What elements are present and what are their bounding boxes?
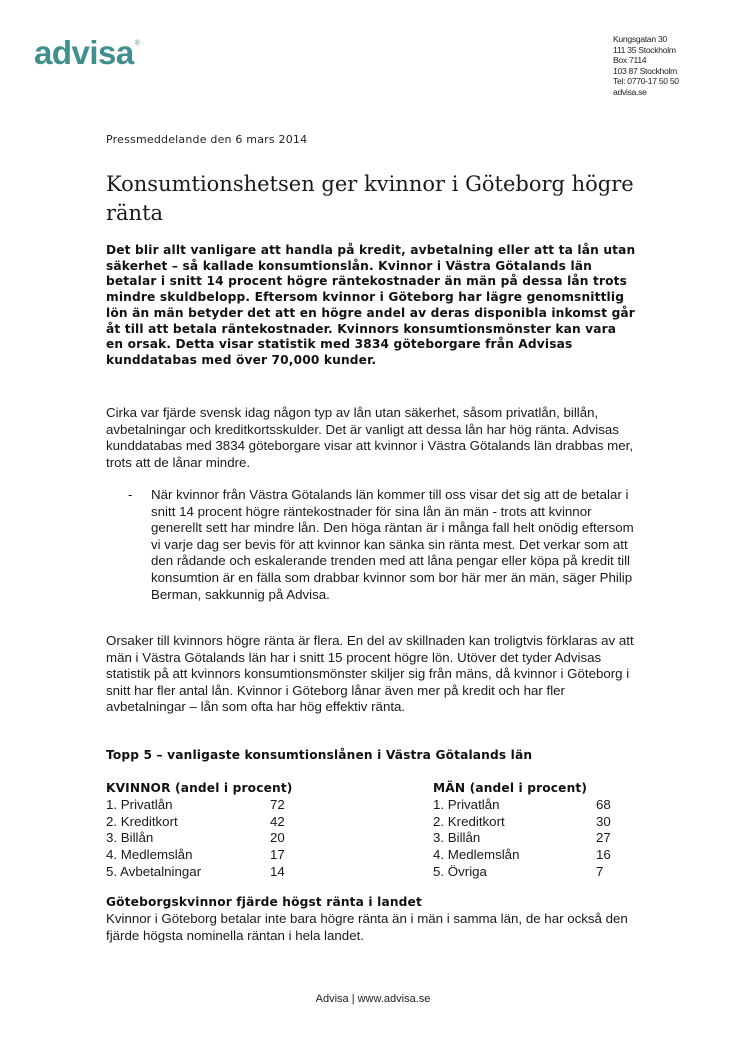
quote-paragraph: När kvinnor från Västra Götalands län kommer till oss visar det sig att de betalar i snitt 14 procent högre räntekostnader för sina lån än män - trots att kvinnor generellt sett har mindre lån. Den höga räntan är i många fall helt onödig eftersom vi varje dag ser bevis för att kvinnor kan sänka sin ränta mest. Det verkar som att den rådande och eskalerande trenden med att låna pengar eller köpa på kredit till konsumtion är en fälla som drabbar kvinnor som bor här mer än män, säger Philip Berman, sakkunnig på Advisa. xyxy=(151,487,634,602)
loan-percent: 20 xyxy=(270,830,285,846)
company-address xyxy=(613,34,679,98)
footer: Advisa | www.advisa.se xyxy=(315,993,431,1005)
address-line: Box 7114 xyxy=(613,55,647,66)
address-line: Kungsgatan 30 xyxy=(613,34,667,44)
list-item xyxy=(433,847,633,864)
loan-percent: 7 xyxy=(596,863,604,879)
list-item xyxy=(106,797,326,814)
loan-percent: 30 xyxy=(596,813,611,829)
loan-label: 1. Privatlån xyxy=(106,797,173,812)
loan-label: 4. Medlemslån xyxy=(106,847,193,863)
address-website: advisa.se xyxy=(613,86,647,97)
men-loan-list xyxy=(433,780,633,880)
loan-label: 3. Billån xyxy=(433,830,481,846)
body-paragraph-1: Cirka var fjärde svensk idag någon typ av lån utan säkerhet, såsom privatlån, billån, avbetalningar och kreditkortsskulder. Det är vanligt att dessa lån har hög ränta. Advisas kunddatabas med 3834 göteborgare visar att kvinnor i Västra Götalands län drabbas mer, trots att de lånar mindre. xyxy=(106,405,634,470)
section-heading: Göteborgskvinnor fjärde högst ränta i landet xyxy=(106,895,422,909)
list-item xyxy=(106,847,326,864)
list-item xyxy=(106,864,326,881)
loan-percent: 17 xyxy=(270,847,285,863)
address-line: 111 35 Stockholm xyxy=(613,44,676,55)
section-paragraph: Kvinnor i Göteborg betalar inte bara högre ränta än i män i samma län, de har också den fjärde högsta nominella räntan i hela landet. xyxy=(106,911,628,943)
loan-percent: 68 xyxy=(596,797,611,812)
address-phone: Tel: 0770-17 50 50 xyxy=(613,76,679,87)
list-item xyxy=(433,797,633,814)
loan-percent: 16 xyxy=(596,847,611,863)
loan-label: 5. Övriga xyxy=(433,863,487,879)
logo-registered-mark: ® xyxy=(134,40,140,47)
loan-percent: 27 xyxy=(596,830,611,846)
loan-label: 4. Medlemslån xyxy=(433,847,520,863)
loan-label: 3. Billån xyxy=(106,830,154,846)
loan-label: 2. Kreditkort xyxy=(106,813,178,829)
page-title: Konsumtionshetsen ger kvinnor i Göteborg högre ränta xyxy=(106,172,634,225)
quote-dash: - xyxy=(128,487,133,502)
loan-percent: 72 xyxy=(270,797,285,812)
press-release-date: Pressmeddelande den 6 mars 2014 xyxy=(106,133,308,146)
men-list-heading: MÄN (andel i procent) xyxy=(433,781,588,795)
address-line: 103 87 Stockholm xyxy=(613,65,677,76)
list-item xyxy=(433,830,633,847)
women-loan-list xyxy=(106,780,326,880)
loan-label: 5. Avbetalningar xyxy=(106,863,202,879)
list-item xyxy=(433,814,633,831)
list-item xyxy=(106,830,326,847)
list-item xyxy=(433,864,633,881)
loan-label: 2. Kreditkort xyxy=(433,813,505,829)
loan-percent: 14 xyxy=(270,863,285,879)
lead-paragraph: Det blir allt vanligare att handla på kredit, avbetalning eller att ta lån utan säkerhet – så kallade konsumtionslån. Kvinnor i Västra Götalands län betalar i snitt 14 procent högre räntekostnader än män på dessa lån trots mindre skuldbelopp. Eftersom kvinnor i Göteborg har lägre genomsnittlig lön än män betyder det att en högre andel av deras disponibla inkomst går åt till att betala räntekostnader. Kvinnors konsumtionsmönster kan vara en orsak. Detta visar statistik med 3834 göteborgare från Advisas kunddatabas med över 70,000 kunder. xyxy=(106,243,636,367)
advisa-logo xyxy=(34,36,139,69)
loan-label: 1. Privatlån xyxy=(433,797,500,812)
women-list-heading: KVINNOR (andel i procent) xyxy=(106,781,293,795)
body-paragraph-2: Orsaker till kvinnors högre ränta är flera. En del av skillnaden kan troligtvis förklaras av att män i Västra Götalands län har i snitt 15 procent högre lön. Utöver det tyder Advisas statistik på att kvinnors konsumtionsmönster skiljer sig från mäns, då kvinnor i Göteborg i snitt har fler antal lån. Kvinnor i Göteborg lånar även mer på kredit och har fler avbetalningar – lån som ofta har hög effektiv ränta. xyxy=(106,633,634,715)
logo-text: advisa xyxy=(34,34,134,71)
top5-heading: Topp 5 – vanligaste konsumtionslånen i Västra Götalands län xyxy=(106,748,533,762)
list-item xyxy=(106,814,326,831)
loan-percent: 42 xyxy=(270,813,285,829)
